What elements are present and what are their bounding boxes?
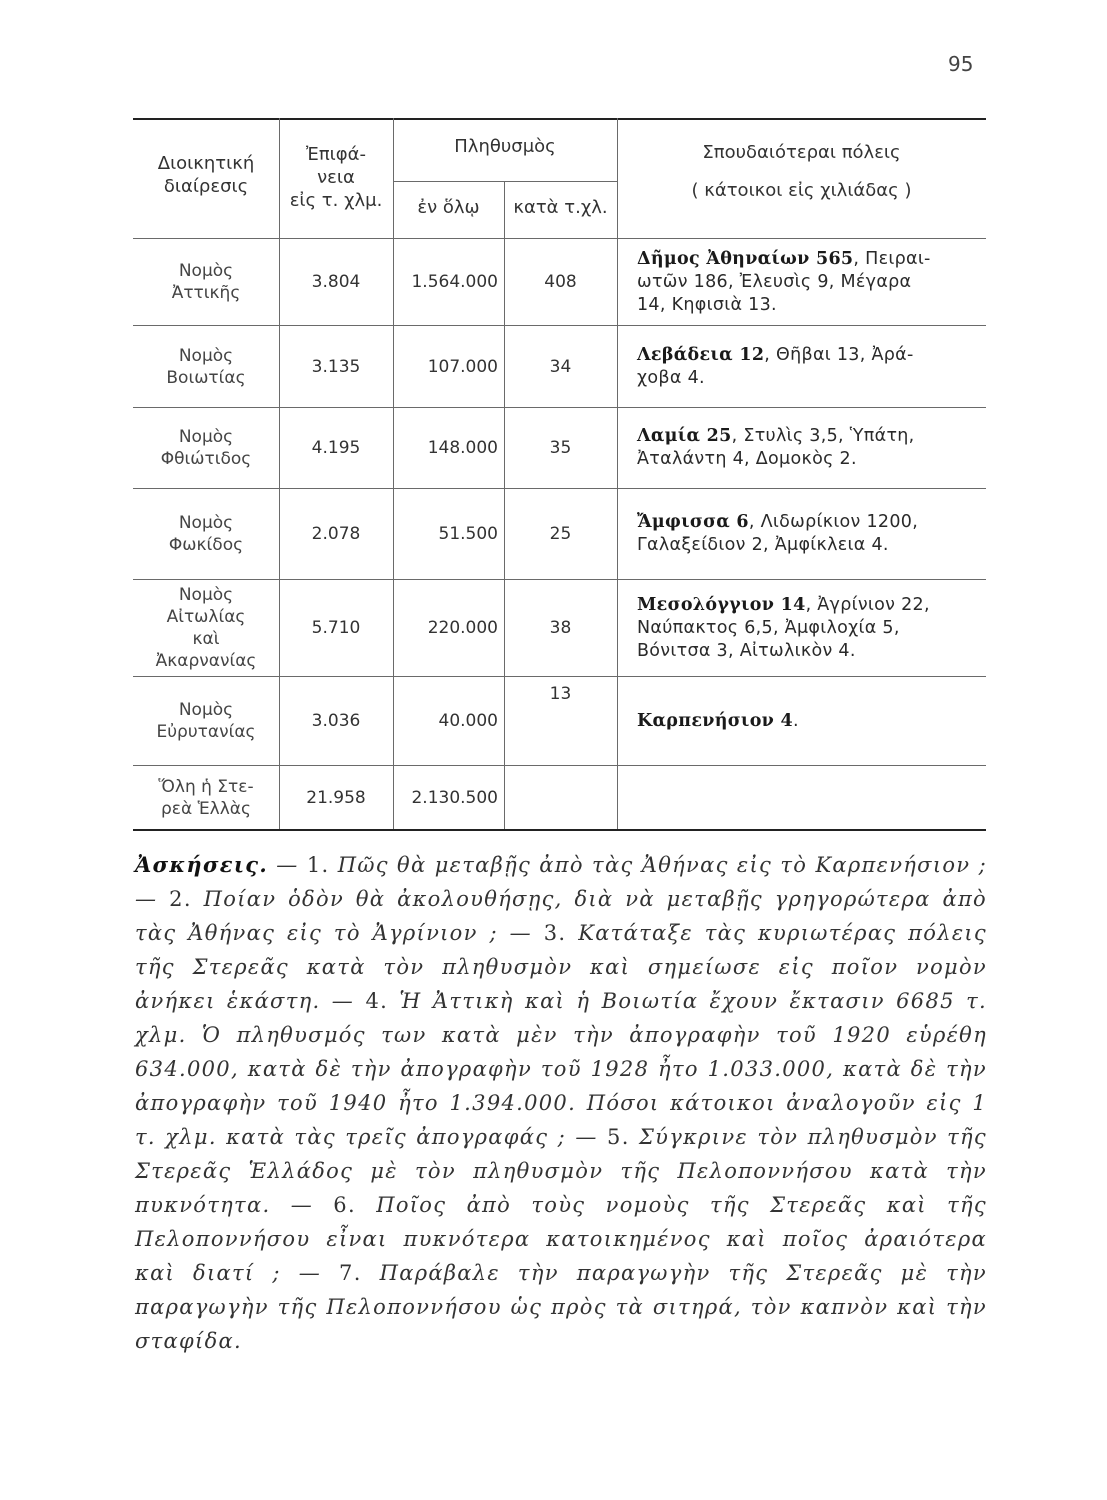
population-density-cell: 25: [549, 524, 572, 544]
table-bottom-rule: [133, 829, 986, 831]
header-population-total: ἐν ὅλῳ: [417, 196, 480, 218]
cities-cell: [637, 580, 986, 676]
city-line: [637, 640, 986, 663]
division-line: Βοιωτίας: [166, 367, 246, 388]
city-line: [637, 617, 986, 640]
header-area: [279, 125, 393, 230]
other-cities: Ἀταλάντη 4, Δομοκὸς 2.: [637, 449, 857, 469]
population-density-cell: 34: [549, 356, 572, 377]
other-cities: , Ἀγρίνιον 22,: [805, 594, 930, 615]
city-line: [637, 425, 986, 448]
exercise-number: 4.: [365, 989, 389, 1013]
header-population: Πληθυσμὸς: [454, 135, 556, 157]
division-line: Νομὸς: [178, 345, 234, 366]
area-cell: 3.804: [311, 272, 361, 292]
exercise-number: 5.: [607, 1125, 630, 1149]
area-cell: 2.078: [311, 524, 361, 544]
capital-city: Καρπενήσιον 4: [637, 710, 793, 731]
division-line: Ἀκαρνανίας: [155, 651, 257, 671]
division-line: Εὐρυτανίας: [156, 722, 256, 742]
city-line: [637, 248, 986, 271]
city-line: [637, 271, 986, 294]
population-total-cell: 2.130.500: [411, 787, 498, 808]
division-cell: [133, 580, 279, 676]
population-density-cell: 35: [549, 438, 572, 458]
header-area-text: Ἐπιφά- νεια εἰς τ. χλμ.: [289, 144, 383, 211]
division-cell: [133, 408, 279, 488]
exercise-list: — 1. Πῶς θὰ μεταβῇς ἀπὸ τὰς Ἀθήνας εἰς τὸ Καρπενήσιον ; — 2. Ποίαν ὁδὸν θὰ ἀκολουθήσῃς, διὰ νὰ μεταβῇς γρηγορώτερα ἀπὸ τὰς Ἀθήνας εἰς τὸ Ἀγρίνιον ; — 3. Κατάταξε τὰς κυριωτέρας πόλεις τῆς Στερεᾶς κατὰ τὸν πληθυσμὸν καὶ σημείωσε εἰς ποῖον νομὸν ἀνήκει ἑκάστη. — 4. Ἡ Ἀττικὴ καὶ ἡ Βοιωτία ἔχουν ἔκτασιν 6685 τ. χλμ. Ὁ πληθυσμός των κατὰ μὲν τὴν ἀπογραφὴν τοῦ 1920 εὑρέθη 634.000, κατὰ δὲ τὴν ἀπογραφὴν τοῦ 1928 ἦτο 1.033.000, κατὰ δὲ τὴν ἀπογραφὴν τοῦ 1940 ἦτο 1.394.000. Πόσοι κάτοικοι ἀναλογοῦν εἰς 1 τ. χλμ. κατὰ τὰς τρεῖς ἀπογραφάς ; — 5. Σύγκρινε τὸν πληθυσμὸν τῆς Στερεᾶς Ἑλλάδος μὲ τὸν πληθυσμὸν τῆς Πελοποννήσου κατὰ τὴν πυκνότητα. — 6. Ποῖος ἀπὸ τοὺς νομοὺς τῆς Στερεᾶς καὶ τῆς Πελοποννήσου εἶναι πυκνότερα κατοικημένος καὶ ποῖος ἀραιότερα καὶ διατί ; — 7. Παράβαλε τὴν παραγωγὴν τῆς Στερεᾶς μὲ τὴν παραγωγὴν τῆς Πελοποννήσου ὡς πρὸς τὰ σιτηρά, τὸν καπνὸν καὶ τὴν σταφίδα.: [135, 853, 987, 1353]
area-cell: 3.135: [311, 356, 361, 377]
exercise-number: 2.: [169, 887, 192, 911]
capital-city: Λαμία 25: [637, 426, 732, 446]
exercise-text: Πῶς θὰ μεταβῇς ἀπὸ τὰς Ἀθήνας εἰς τὸ Καρπενήσιον ;: [329, 853, 987, 877]
other-cities: , Λιδωρίκιον 1200,: [748, 512, 919, 532]
exercise-number: 7.: [339, 1261, 362, 1285]
division-cell: [133, 766, 279, 829]
city-line: [637, 448, 986, 471]
cities-cell: [637, 239, 986, 325]
city-line: [637, 294, 986, 317]
division-line: Ἀττικῆς: [171, 283, 241, 303]
division-line: Νομὸς: [178, 261, 234, 281]
capital-city: Ἄμφισσα 6: [637, 512, 749, 532]
division-line: Νομὸς: [178, 513, 234, 533]
exercise-text: Ποῖος ἀπὸ τοὺς νομοὺς τῆς Στερεᾶς καὶ τῆς Πελοποννήσου εἶναι πυκνότερα κατοικημένος καὶ ποῖος ἀραιότερα καὶ διατί ;: [135, 1193, 987, 1285]
other-cities: , Πειραι-: [853, 248, 931, 269]
division-line: Αἰτωλίας: [166, 607, 246, 627]
other-cities: 14, Κηφισιὰ 13.: [637, 294, 777, 315]
other-cities: Γαλαξείδιον 2, Ἀμφίκλεια 4.: [637, 535, 889, 555]
division-line: Νομὸς: [178, 700, 234, 720]
city-line: [637, 344, 986, 367]
exercise-text: Παράβαλε τὴν παραγωγὴν τῆς Στερεᾶς μὲ τὴν παραγωγὴν τῆς Πελοποννήσου ὡς πρὸς τὰ σιτηρά, τὸν καπνὸν καὶ τὴν σταφίδα.: [135, 1261, 987, 1353]
capital-city: Λεβάδεια 12: [637, 344, 765, 365]
division-cell: [133, 489, 279, 579]
header-cities-note: ( κάτοικοι εἰς χιλιάδας ): [691, 179, 912, 201]
other-cities: Ναύπακτος 6,5, Ἀμφιλοχία 5,: [637, 617, 900, 638]
exercise-number: 1.: [306, 853, 330, 877]
header-cities: Σπουδαιότεραι πόλεις: [702, 141, 901, 163]
cities-cell: [637, 408, 986, 488]
population-total-cell: 40.000: [438, 711, 498, 731]
header-population-density: κατὰ τ.χλ.: [513, 196, 608, 218]
other-cities: , Στυλὶς 3,5, Ὑπάτη,: [731, 426, 915, 446]
division-cell: [133, 677, 279, 765]
other-cities: χοβα 4.: [637, 367, 705, 388]
city-line: [637, 594, 986, 617]
exercise-text: Ἡ Ἀττικὴ καὶ ἡ Βοιωτία ἔχουν ἔκτασιν 6685 τ. χλμ. Ὁ πληθυσμός των κατὰ μὲν τὴν ἀπογραφὴν τοῦ 1920 εὑρέθη 634.000, κατὰ δὲ τὴν ἀπογραφὴν τοῦ 1928 ἦτο 1.033.000, κατὰ δὲ τὴν ἀπογραφὴν τοῦ 1940 ἦτο 1.394.000. Πόσοι κάτοικοι ἀναλογοῦν εἰς 1 τ. χλμ. κατὰ τὰς τρεῖς ἀπογραφάς ;: [135, 989, 987, 1149]
city-line: [637, 710, 986, 733]
population-total-cell: 51.500: [438, 524, 498, 544]
exercise-text: Σύγκρινε τὸν πληθυσμὸν τῆς Στερεᾶς Ἑλλάδος μὲ τὸν πληθυσμὸν τῆς Πελοποννήσου κατὰ τὴν πυκνότητα.: [135, 1125, 987, 1217]
exercise-text: Κατάταξε τὰς κυριωτέρας πόλεις τῆς Στερεᾶς κατὰ τὸν πληθυσμὸν καὶ σημείωσε εἰς ποῖον νομὸν ἀνήκει ἑκάστη.: [135, 921, 987, 1013]
header-division-text: Διοικητική διαίρεσις: [157, 153, 255, 197]
area-cell: 4.195: [311, 438, 361, 458]
other-cities: Βόνιτσα 3, Αἰτωλικὸν 4.: [637, 640, 856, 661]
division-line: Νομὸς: [178, 427, 234, 447]
city-line: [637, 534, 986, 557]
table-top-rule: [133, 118, 986, 120]
cities-cell: [637, 766, 986, 829]
cities-cell: [637, 326, 986, 407]
population-density-cell: 38: [549, 618, 572, 638]
exercise-number: 3.: [543, 921, 567, 945]
capital-city: Δῆμος Ἀθηναίων 565: [637, 248, 854, 269]
other-cities: , Θῆβαι 13, Ἀρά-: [764, 344, 914, 365]
division-cell: [133, 326, 279, 407]
division-line: Φθιώτιδος: [160, 449, 252, 469]
other-cities: .: [792, 710, 799, 731]
population-density-cell: [504, 766, 617, 829]
cities-cell: [637, 489, 986, 579]
division-line: καὶ: [192, 629, 220, 649]
population-total-cell: 107.000: [427, 356, 498, 377]
exercise-text: Ποίαν ὁδὸν θὰ ἀκολουθήσῃς, διὰ νὰ μεταβῇς γρηγορώτερα ἀπὸ τὰς Ἀθήνας εἰς τὸ Ἀγρίνιον ;: [135, 887, 987, 945]
population-density-cell: 13: [549, 684, 572, 704]
population-density-cell: 408: [544, 272, 577, 292]
page-number: 95: [948, 52, 974, 76]
capital-city: Μεσολόγγιον 14: [637, 594, 806, 615]
exercises-title: Ἀσκήσεις.: [135, 852, 268, 877]
header-division: [133, 135, 279, 215]
population-total-cell: 148.000: [427, 438, 498, 458]
city-line: [637, 367, 986, 390]
population-total-cell: 220.000: [427, 618, 498, 638]
area-cell: 21.958: [306, 787, 366, 808]
division-line: ρεὰ Ἑλλὰς: [161, 798, 251, 819]
other-cities: ωτῶν 186, Ἐλευσὶς 9, Μέγαρα: [637, 271, 912, 292]
division-line: Νομὸς: [178, 585, 234, 605]
population-total-cell: 1.564.000: [411, 272, 498, 292]
area-cell: 5.710: [311, 618, 361, 638]
division-cell: [133, 239, 279, 325]
area-cell: 3.036: [311, 711, 361, 731]
cities-cell: [637, 677, 986, 765]
division-line: Ὅλη ἡ Στε-: [158, 776, 254, 797]
division-line: Φωκίδος: [168, 535, 244, 555]
column-divider: [617, 118, 618, 829]
population-subheader-rule: [393, 181, 617, 182]
exercise-number: 6.: [333, 1193, 356, 1217]
exercises-paragraph: [135, 848, 987, 1358]
city-line: [637, 511, 986, 534]
